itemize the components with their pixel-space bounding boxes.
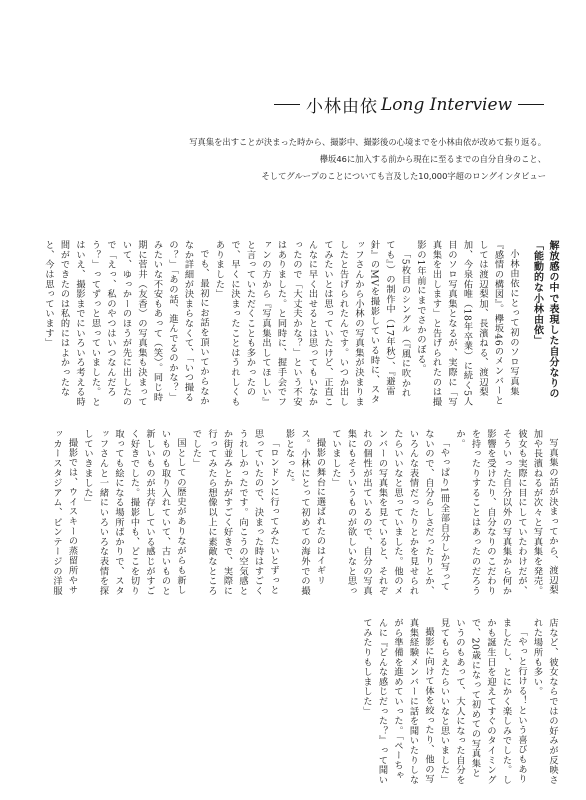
paragraph: でも、最初にお話を頂いてからなかなか詳細が決まらなくて、「いつ撮るの？」「あの話、進んでるのかな？」みたいな不安もあって（笑）。同じ時期に菅井（友香）の写真集も決まっていて、ゆっかーのほうが先に出したので「えっ、私のやつはいつなんだろう？」ってずっと思っていました。とはいえ、撮影までにいろいろ考える時間ができたのは私的にはよかったなと、今は思っています」	[43, 240, 209, 407]
paragraph: 「ロンドンに行ってみたいとずっと思っていたので、決まった時はすごくうれしかったです。向こうの空気感とか街並みとかがすごく好きで、実際に行ってみたら想像以上に素敵なところでした」	[190, 429, 279, 596]
article-title	[268, 92, 568, 116]
paragraph: 「5枚目のシングル（『風に吹かれても』）の制作中（17年秋）、『避雷針』のMVを撮影している時に、スタッフさんから小林の写真集が決まりましたと告げられたんです。いつか出してみたいとは思っていたけど、正直こんなに早く出せるとは思ってもいなかったので「大丈夫かな？」という不安はありました。と同時に、握手会でファンの方から『写真集出してほしい』と言っていただくことも多かったので、早くに決まったことはうれしくもありました」	[213, 240, 411, 407]
paragraph: 撮影では、ウイスキーの蒸留所やサッカースタジアム、ビンテージの洋服店など、彼女ならではの好みが反映された場所も多い。	[51, 429, 558, 785]
lead-line: 写真集を出すことが決まった時から、撮影中、撮影後の心境までを小林由依が改めて振り返る。	[189, 137, 546, 147]
title-english: Long Interview	[381, 94, 513, 115]
paragraph: 写真集の話が決まってから、渡辺梨加や長濱ねるが次々と写真集を発売。彼女も実際に目にしていたわけだが、そういった自分以外の写真集から何か影響を受けたり、自分なりのこだわりを持ったりすることはあったのだろうか。	[454, 429, 558, 596]
title-name: 小林由依	[306, 97, 378, 117]
lead-line: 欅坂46に加入する前から現在に至るまでの自分自身のこと、	[319, 154, 546, 164]
article-header	[0, 92, 586, 222]
title-rule-right	[518, 104, 544, 105]
paragraph: 国としての歴史がありながらも新しいものも取り入れていて、古いものと新しいものが共存している感じがすごく好きでした。撮影中も、どこを切り取っても絵になる場所ばかりで、スタッフさんと一緒にいろいろな表情を探していきました」	[82, 429, 186, 596]
article-body	[26, 240, 560, 785]
title-rule-left	[274, 104, 300, 105]
paragraph: 「やっぱり1冊全部自分しか写ってないので、自分らしさだったりとか、いろんな表情だったりとかを見せられたらいいなと思っていました。他のメンバーの写真集を見ていると、それぞれの個性が出ているので、自分の写真集にもそういうものが欲しいなと思っていました」	[330, 429, 450, 596]
paragraph: 撮影の舞台に選ばれたのはイギリス。小林にとって初めての海外での撮影となった。	[283, 429, 326, 596]
lead-line: そしてグループのことについても言及した10,000字超のロングインタビュー	[261, 171, 546, 181]
paragraph: 小林由依にとって初のソロ写真集『感情の構図』。欅坂46のメンバーとしては渡辺梨加、長濱ねる、渡辺梨加、今泉佑唯（18年卒業）に続く5人目のソロ写真集となるが、実際に「写真集を出します」と告げられたのは撮影の1年前にまでさかのぼる。	[415, 240, 519, 407]
section-subheading: 解放感の中で表現した自分なりの「能動的な小林由依」	[531, 240, 558, 399]
paragraph: 「やっと行ける！という喜びもありましたし、とにかく楽しみでした。しかも誕生日を迎えてすぐのタイミングで、20歳になって初めての写真集というのもあって、大人になった自分を見てもらえたらいいなと思いました」	[438, 618, 527, 785]
lead-text	[166, 134, 546, 185]
paragraph: 撮影に向けて体を絞ったり、他の写真集経験メンバーに話を聞いたりしながら準備を進めていった。「ぺーちゃんに『どんな感じだった？』って聞いてみたりもしました」	[361, 618, 434, 785]
